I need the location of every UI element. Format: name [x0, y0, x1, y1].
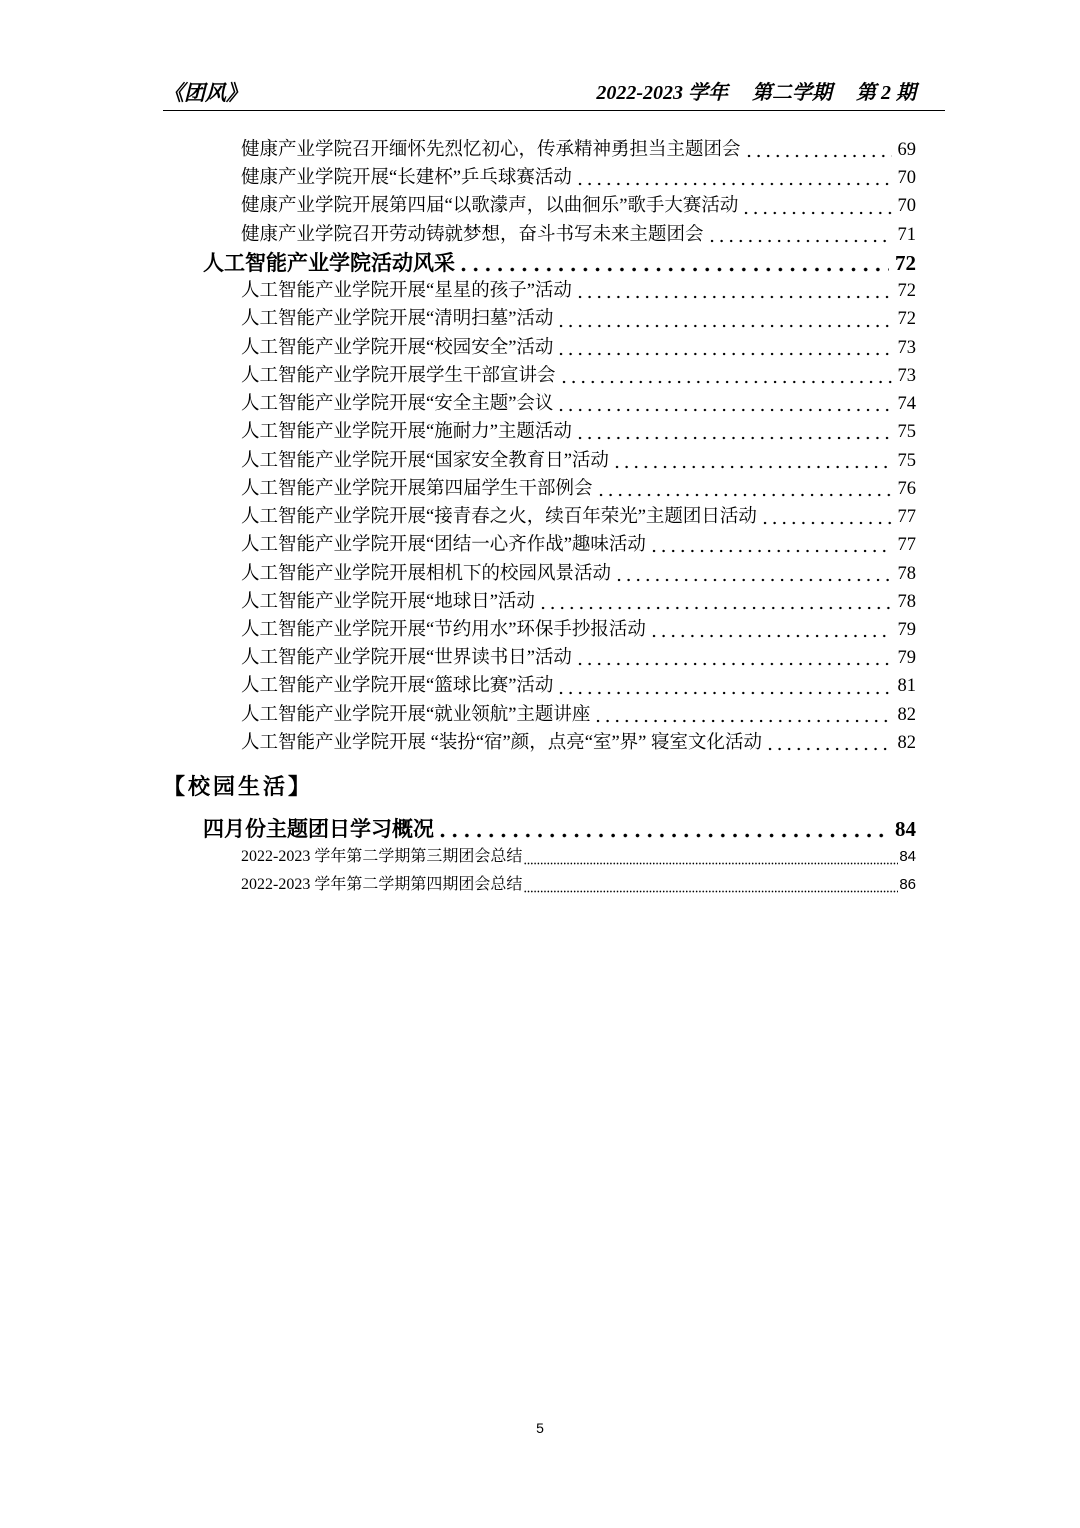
- toc-entry-page: 78: [897, 591, 916, 612]
- toc-entry: [241, 221, 916, 249]
- dot-leader: [768, 747, 891, 751]
- toc-entry-title: 2022-2023 学年第二学期第四期团会总结: [241, 876, 523, 893]
- toc-entry-page: 70: [897, 196, 916, 217]
- toc-entry-title: 人工智能产业学院开展第四届学生干部例会: [241, 478, 593, 499]
- toc-entry-page: 73: [897, 365, 916, 386]
- toc-entry: [241, 136, 916, 164]
- toc-entry-title: 人工智能产业学院开展“清明扫墓”活动: [241, 309, 554, 330]
- issue-info: [596, 79, 916, 107]
- toc-entry-page: 75: [897, 422, 916, 443]
- toc-entry-title: 人工智能产业学院开展“团结一心齐作战”趣味活动: [241, 535, 646, 556]
- dot-leader: [440, 833, 889, 838]
- dot-leader: [599, 493, 892, 497]
- toc-entry-title: 健康产业学院召开劳动铸就梦想，奋斗书写未来主题团会: [241, 224, 704, 245]
- toc-entry-title: 人工智能产业学院开展相机下的校园风景活动: [241, 563, 612, 584]
- dot-leader: [559, 408, 891, 412]
- toc-entry-title: 2022-2023 学年第二学期第三期团会总结: [241, 848, 523, 865]
- toc-entry: [241, 588, 916, 616]
- toc-entry-page: 82: [897, 732, 916, 753]
- toc-entry: [241, 418, 916, 446]
- toc-entry: [241, 616, 916, 644]
- page-number: 5: [536, 1420, 544, 1436]
- toc-entry-page: 76: [897, 478, 916, 499]
- toc-entry-page: 72: [897, 309, 916, 330]
- dot-leader: [559, 691, 891, 695]
- toc-entry: [241, 672, 916, 700]
- dot-leader: [524, 862, 898, 865]
- toc-entry: [241, 871, 916, 899]
- toc-entry-page: 86: [899, 876, 916, 893]
- dot-leader: [747, 154, 892, 158]
- toc-entry-page: 79: [897, 648, 916, 669]
- dot-leader: [559, 324, 891, 328]
- toc-entry-page: 84: [899, 848, 916, 865]
- toc-entry: [241, 362, 916, 390]
- toc-entry-title: 人工智能产业学院开展“施耐力”主题活动: [241, 422, 572, 443]
- semester: 第二学期: [752, 82, 832, 104]
- toc-entry: [241, 334, 916, 362]
- toc-entry-title: 人工智能产业学院开展“接青春之火，续百年荣光”主题团日活动: [241, 507, 757, 528]
- dot-leader: [710, 239, 892, 243]
- dot-leader: [617, 578, 891, 582]
- toc-section: [203, 249, 916, 277]
- academic-year: 2022-2023 学年: [596, 82, 728, 104]
- toc-entry-page: 79: [897, 619, 916, 640]
- toc-list: [0, 136, 1080, 757]
- dot-leader: [578, 182, 892, 186]
- toc-entry-page: 74: [897, 394, 916, 415]
- dot-leader: [744, 211, 891, 215]
- toc-entry: [241, 531, 916, 559]
- toc-entry-page: 71: [897, 224, 916, 245]
- toc-entry-page: 81: [897, 676, 916, 697]
- toc-entry: [241, 503, 916, 531]
- campus-section-heading: 【校园生活】: [163, 774, 314, 799]
- dot-leader: [578, 436, 892, 440]
- toc-section: [203, 815, 916, 843]
- dot-leader: [763, 521, 892, 525]
- toc-entry: [241, 192, 916, 220]
- dot-leader: [578, 662, 892, 666]
- dot-leader: [562, 380, 892, 384]
- toc-section-title: 四月份主题团日学习概况: [203, 817, 434, 841]
- dot-leader: [578, 295, 892, 299]
- toc-entry-page: 73: [897, 337, 916, 358]
- toc-entry-page: 77: [897, 535, 916, 556]
- toc-entry: [241, 277, 916, 305]
- toc-entry: [241, 644, 916, 672]
- toc-entry-page: 75: [897, 450, 916, 471]
- toc-entry-title: 人工智能产业学院开展“节约用水”环保手抄报活动: [241, 619, 646, 640]
- toc-entry: [241, 843, 916, 871]
- campus-toc-list: [0, 815, 1080, 899]
- toc-entry-title: 人工智能产业学院开展“国家安全教育日”活动: [241, 450, 609, 471]
- toc-entry-title: 人工智能产业学院开展“校园安全”活动: [241, 337, 554, 358]
- toc-section-page: 72: [895, 250, 916, 275]
- toc-entry-page: 70: [897, 168, 916, 189]
- toc-section-page: 84: [895, 817, 916, 841]
- dot-leader: [461, 267, 889, 272]
- dot-leader: [596, 719, 891, 723]
- toc-entry: [241, 729, 916, 757]
- toc-entry-page: 77: [897, 507, 916, 528]
- toc-entry-title: 人工智能产业学院开展学生干部宣讲会: [241, 365, 556, 386]
- toc-entry: [241, 701, 916, 729]
- toc-entry-title: 健康产业学院开展第四届“以歌濛声，以曲徊乐”歌手大赛活动: [241, 196, 739, 217]
- dot-leader: [524, 890, 898, 893]
- toc-entry-title: 人工智能产业学院开展“篮球比赛”活动: [241, 676, 554, 697]
- toc-entry-title: 健康产业学院开展“长建杯”乒乓球赛活动: [241, 168, 572, 189]
- toc-entry-title: 人工智能产业学院开展“就业领航”主题讲座: [241, 704, 591, 725]
- toc-entry-page: 69: [897, 140, 916, 160]
- dot-leader: [652, 549, 892, 553]
- journal-title: 《团风》: [163, 81, 247, 105]
- toc-entry: [241, 447, 916, 475]
- toc-entry-title: 人工智能产业学院开展 “装扮“宿”颜，点亮“室”界” 寝室文化活动: [241, 732, 763, 753]
- toc-section-title: 人工智能产业学院活动风采: [203, 250, 455, 275]
- toc-entry: [241, 164, 916, 192]
- dot-leader: [559, 352, 891, 356]
- toc-entry: [241, 475, 916, 503]
- header-rule: [163, 110, 945, 111]
- toc-entry-title: 人工智能产业学院开展“世界读书日”活动: [241, 648, 572, 669]
- toc-entry-page: 82: [897, 704, 916, 725]
- toc-entry: [241, 560, 916, 588]
- toc-entry: [241, 390, 916, 418]
- dot-leader: [541, 606, 892, 610]
- dot-leader: [615, 465, 892, 469]
- toc-entry-title: 人工智能产业学院开展“地球日”活动: [241, 591, 535, 612]
- dot-leader: [652, 634, 892, 638]
- toc-entry-title: 人工智能产业学院开展“星星的孩子”活动: [241, 281, 572, 302]
- toc-entry: [241, 305, 916, 333]
- toc-entry-page: 78: [897, 563, 916, 584]
- toc-entry-page: 72: [897, 281, 916, 302]
- toc-entry-title: 人工智能产业学院开展“安全主题”会议: [241, 394, 554, 415]
- issue-number: 第 2 期: [856, 82, 916, 104]
- toc-entry-title: 健康产业学院召开缅怀先烈忆初心，传承精神勇担当主题团会: [241, 140, 741, 160]
